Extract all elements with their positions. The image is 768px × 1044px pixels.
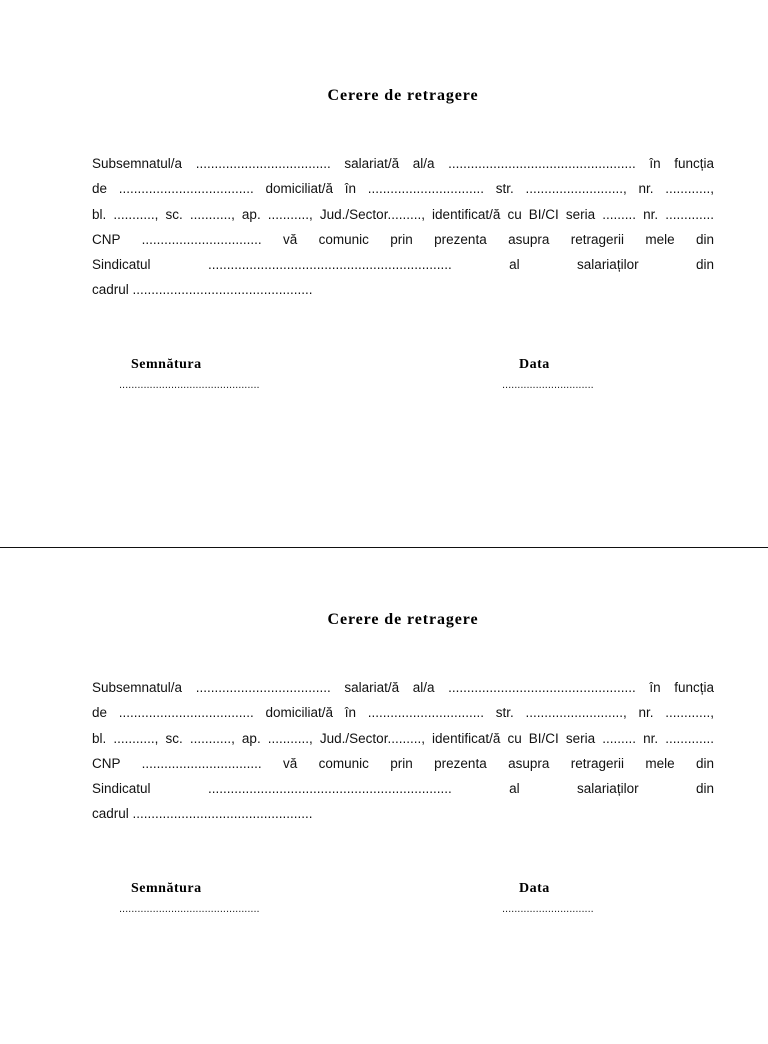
paragraph-line: Sindicatul ................................................................. al salariaților din [92, 781, 714, 797]
date-dotted-line: .............................. [502, 379, 594, 391]
paragraph-line: bl. ..........., sc. ..........., ap. ..........., Jud./Sector........., identificat/ă cu BI/CI seria ......... nr. ............. [92, 730, 714, 746]
form-title: Cerere de retragere [327, 87, 479, 104]
withdrawal-request-form-top [0, 0, 768, 520]
paragraph-line: de .................................... domiciliat/ă în ............................... str. .........................., nr. ............, [92, 705, 714, 721]
form-title: Cerere de retragere [327, 611, 479, 628]
signature-dotted-line: .............................................. [119, 903, 260, 915]
paragraph-line: CNP ................................ vă comunic prin prezenta asupra retragerii mele din [92, 231, 714, 247]
paragraph-line: Sindicatul ................................................................. al salariaților din [92, 257, 714, 273]
form-paragraph [92, 675, 714, 827]
withdrawal-request-form-bottom [0, 524, 768, 1044]
paragraph-line: cadrul ................................................ [92, 282, 313, 298]
paragraph-line: bl. ..........., sc. ..........., ap. ..........., Jud./Sector........., identificat/ă cu BI/CI seria ......... nr. ............. [92, 206, 714, 222]
paragraph-line: cadrul ................................................ [92, 806, 313, 822]
date-label: Data [519, 357, 550, 372]
paragraph-line: CNP ................................ vă comunic prin prezenta asupra retragerii mele din [92, 755, 714, 771]
paragraph-line: Subsemnatul/a .................................... salariat/ă al/a .................................................. în funcția [92, 156, 714, 171]
form-paragraph [92, 151, 714, 303]
date-label: Data [519, 881, 550, 896]
date-dotted-line: .............................. [502, 903, 594, 915]
paragraph-line: Subsemnatul/a .................................... salariat/ă al/a .................................................. în funcția [92, 680, 714, 695]
paragraph-line: de .................................... domiciliat/ă în ............................... str. .........................., nr. ............, [92, 181, 714, 197]
signature-label: Semnătura [131, 357, 202, 372]
signature-dotted-line: .............................................. [119, 379, 260, 391]
signature-label: Semnătura [131, 881, 202, 896]
